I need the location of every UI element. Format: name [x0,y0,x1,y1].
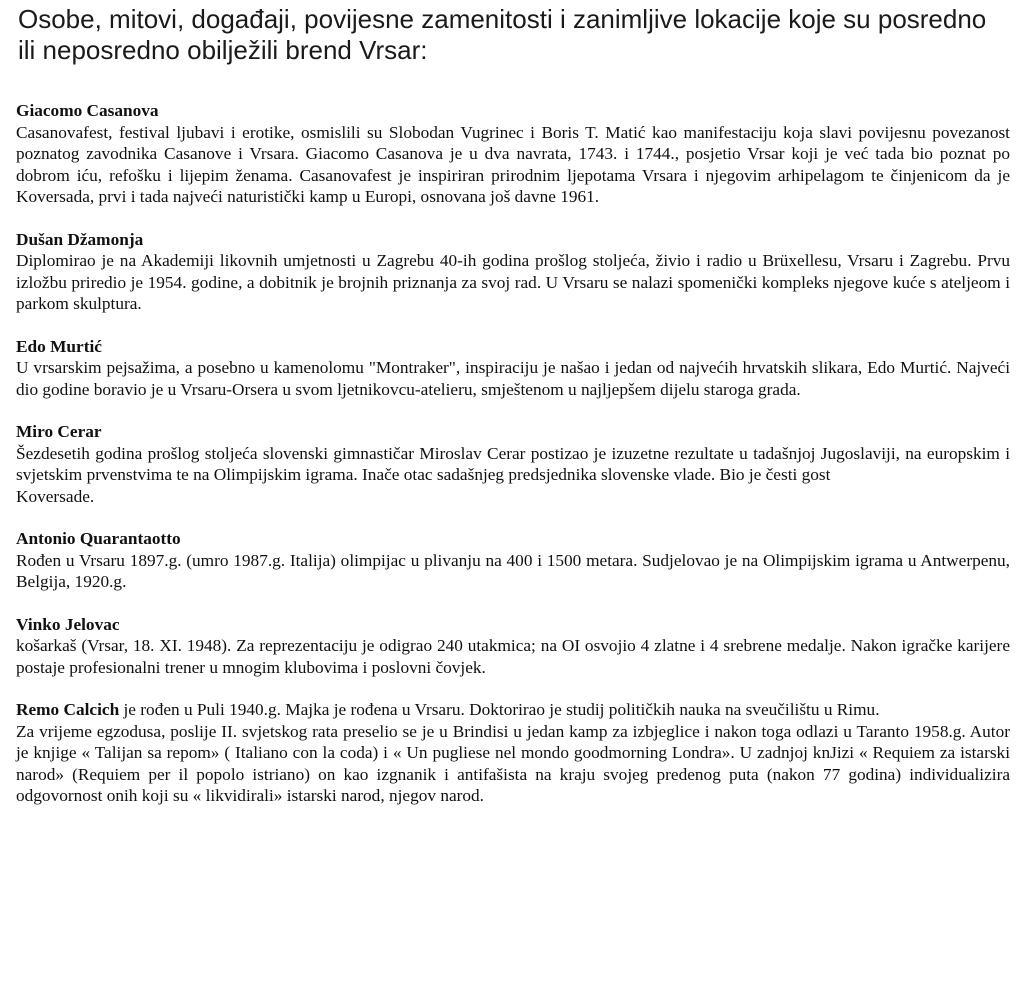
entry-dzamonja [16,229,1010,315]
entry-text-continued: Koversade. [16,486,95,506]
entry-text: košarkaš (Vrsar, 18. XI. 1948). Za reprezentaciju je odigrao 240 utakmica; na OI osvojio 4 zlatne i 4 srebrene medalje. Nakon igračke karijere postaje profesionalni trener u mnogim klubovima i poslovni čovjek. [16,636,1010,677]
entry-name: Edo Murtić [16,336,102,356]
entry-quarantaotto [16,528,1010,593]
entry-name: Remo Calcich [16,700,120,719]
entry-text: Diplomirao je na Akademiji likovnih umjetnosti u Zagrebu 40-ih godina prošlog stoljeća, živio i radio u Brüxellesu, Vrsaru i Zagrebu. Prvu izložbu priredio je 1954. godine, a dobitnik je brojnih priznanja za svoj rad. U Vrsaru se nalazi spomenički kompleks njegove kuće s ateljeom i parkom skulptura. [16,251,1010,313]
entry-name: Antonio Quarantaotto [16,529,181,548]
entry-text: je rođen u Puli 1940.g. Majka je rođena u Vrsaru. Doktorirao je studij političkih nauka na sveučilištu u Rimu. [119,700,880,719]
document-title: Osobe, mitovi, događaji, povijesne zamenitosti i zanimljive lokacije koje su posredno ili neposredno obilježili brend Vrsar: [18,4,987,65]
entry-name: Dušan Džamonja [16,229,144,249]
entry-name: Giacomo Casanova [16,101,159,120]
entry-name: Vinko Jelovac [16,614,120,634]
entry-name: Miro Cerar [16,422,102,441]
entry-text: Rođen u Vrsaru 1897.g. (umro 1987.g. Italija) olimpijac u plivanju na 400 i 1500 metara. Sudjelovao je na Olimpijskim igrama u Antwerpenu, Belgija, 1920.g. [16,550,1010,591]
entry-jelovac [16,614,1010,679]
entry-casanova [16,100,1010,208]
entry-cerar [16,421,1010,507]
entry-text-continued: Za vrijeme egzodusa, poslije II. svjetskog rata preselio se je u Brindisi u jedan kamp za izbjeglice i nakon toga odlazi u Taranto 1958.g. Autor je knjige « Talijan sa repom» ( Italiano con la coda) i « Un pugliese nel mondo goodmorning Londra». U zadnjoj knJizi « Requiem za istarski narod» (Requiem per il popolo istriano) on kao izgnanik i antifašista na kraju svojeg predenog puta (nakon 77 godina) individualizira odgovornost onih koji su « likvidirali» istarski narod, njegov narod. [16,721,1010,805]
entry-first-paragraph [16,699,1010,721]
entry-calcich [16,699,1010,807]
entry-text: Šezdesetih godina prošlog stoljeća slovenski gimnastičar Miroslav Cerar postizao je izuzetne rezultate u tadašnjoj Jugoslaviji, na europskim i svjetskim prvenstvima te na Olimpijskim igrama. Inače otac sadašnjeg predsjednika slovenske vlade. Bio je česti gost [16,443,1010,484]
entry-murtic [16,336,1010,401]
entry-text: U vrsarskim pejsažima, a posebno u kamenolomu "Montraker", inspiraciju je našao i jedan od najvećih hrvatskih slikara, Edo Murtić. Najveći dio godine boravio je u Vrsaru-Orsera u svom ljetnikovcu-atelieru, smještenom u najljepšem dijelu staroga grada. [16,358,1010,399]
entry-text: Casanovafest, festival ljubavi i erotike, osmislili su Slobodan Vugrinec i Boris T. Matić kao manifestaciju koja slavi povijesnu povezanost poznatog zavodnika Casanove i Vrsara. Giacomo Casanova je u dva navrata, 1743. i 1744., posjetio Vrsar koji je već tada bio poznat po dobrom iću, refošku i lijepim ženama. Casanovafest je inspiriran prirodnim ljepotama Vrsara i njegovim arhipelagom te činjenicom da je Koversada, prvi i tada najveći naturistički kamp u Europi, osnovana još davne 1961. [16,122,1010,206]
document-page [16,4,1010,828]
